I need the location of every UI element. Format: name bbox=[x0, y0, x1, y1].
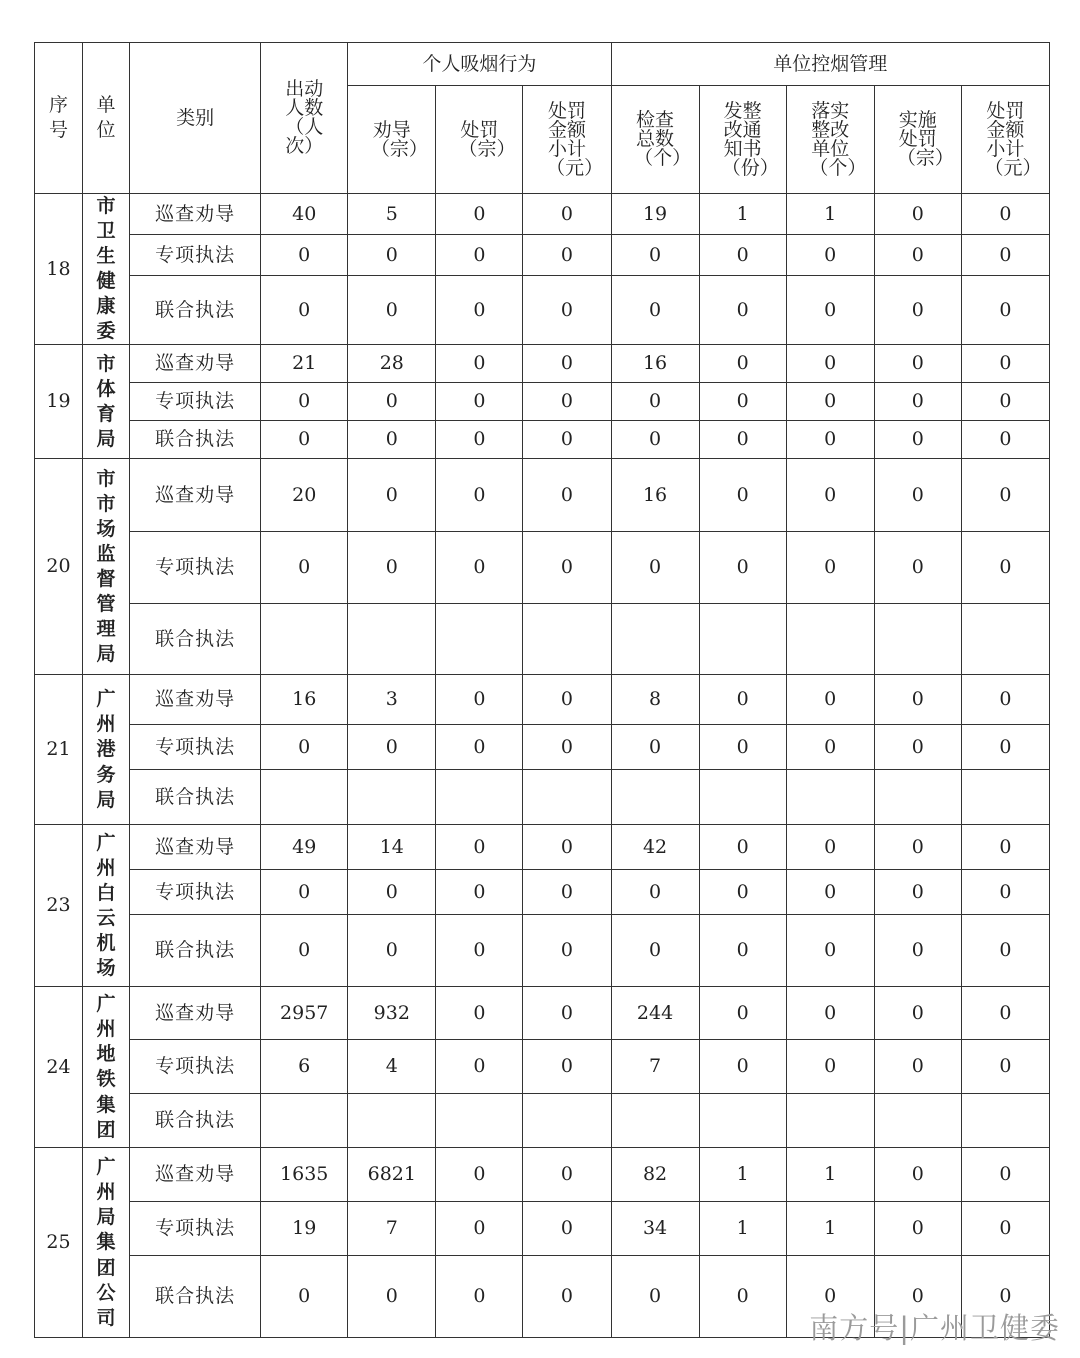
value-cell: 0 bbox=[523, 345, 611, 383]
value-cell: 0 bbox=[961, 1040, 1049, 1094]
value-cell: 0 bbox=[611, 915, 699, 987]
table-row bbox=[35, 725, 1050, 770]
value-cell: 0 bbox=[961, 1256, 1049, 1338]
value-cell: 6 bbox=[261, 1040, 348, 1094]
value-cell: 16 bbox=[611, 459, 699, 532]
row-unit bbox=[83, 194, 130, 345]
value-cell: 0 bbox=[961, 870, 1049, 915]
value-cell bbox=[961, 770, 1049, 825]
value-cell: 0 bbox=[874, 459, 961, 532]
value-cell: 932 bbox=[348, 987, 436, 1040]
row-unit bbox=[83, 825, 130, 987]
value-cell: 2957 bbox=[261, 987, 348, 1040]
value-cell: 0 bbox=[523, 870, 611, 915]
value-cell: 0 bbox=[523, 276, 611, 345]
value-cell: 0 bbox=[436, 421, 523, 459]
row-unit bbox=[83, 987, 130, 1148]
value-cell: 0 bbox=[874, 276, 961, 345]
value-cell: 0 bbox=[786, 915, 874, 987]
value-cell: 0 bbox=[348, 276, 436, 345]
value-cell: 0 bbox=[611, 235, 699, 276]
value-cell: 0 bbox=[961, 675, 1049, 725]
value-cell bbox=[436, 1094, 523, 1148]
row-category: 巡查劝导 bbox=[130, 987, 261, 1040]
value-cell: 0 bbox=[261, 235, 348, 276]
value-cell: 21 bbox=[261, 345, 348, 383]
value-cell: 0 bbox=[961, 915, 1049, 987]
value-cell: 0 bbox=[261, 1256, 348, 1338]
value-cell: 0 bbox=[699, 725, 786, 770]
value-cell: 0 bbox=[874, 1256, 961, 1338]
unit-name: 市市场监督管理局 bbox=[96, 467, 116, 666]
value-cell: 0 bbox=[874, 675, 961, 725]
value-cell: 0 bbox=[699, 1040, 786, 1094]
value-cell: 244 bbox=[611, 987, 699, 1040]
value-cell: 0 bbox=[436, 675, 523, 725]
value-cell: 0 bbox=[261, 915, 348, 987]
value-cell: 0 bbox=[699, 276, 786, 345]
header-dissuade: 劝导（宗） bbox=[348, 86, 436, 194]
value-cell: 0 bbox=[436, 1202, 523, 1256]
value-cell: 5 bbox=[348, 194, 436, 235]
value-cell bbox=[961, 604, 1049, 675]
value-cell: 0 bbox=[874, 421, 961, 459]
value-cell: 0 bbox=[786, 383, 874, 421]
table-row bbox=[35, 383, 1050, 421]
value-cell: 0 bbox=[699, 1256, 786, 1338]
value-cell: 0 bbox=[961, 459, 1049, 532]
value-cell bbox=[348, 1094, 436, 1148]
row-category: 联合执法 bbox=[130, 1094, 261, 1148]
value-cell: 0 bbox=[961, 235, 1049, 276]
value-cell: 0 bbox=[348, 870, 436, 915]
header-fine: 处罚金额小计（元） bbox=[523, 86, 611, 194]
value-cell bbox=[786, 604, 874, 675]
table-row bbox=[35, 1148, 1050, 1202]
table-row bbox=[35, 1202, 1050, 1256]
table-row bbox=[35, 770, 1050, 825]
value-cell: 0 bbox=[874, 725, 961, 770]
value-cell: 6821 bbox=[348, 1148, 436, 1202]
value-cell: 0 bbox=[436, 1256, 523, 1338]
value-cell: 0 bbox=[874, 1202, 961, 1256]
unit-name: 广州局集团公司 bbox=[96, 1156, 116, 1329]
value-cell: 0 bbox=[874, 194, 961, 235]
value-cell: 0 bbox=[523, 1256, 611, 1338]
value-cell: 0 bbox=[611, 532, 699, 604]
value-cell: 28 bbox=[348, 345, 436, 383]
value-cell bbox=[436, 770, 523, 825]
statistics-table bbox=[34, 42, 1050, 1338]
header-unit-penalty: 实施处罚（宗） bbox=[874, 86, 961, 194]
value-cell: 0 bbox=[786, 1040, 874, 1094]
header-unit-fine: 处罚金额小计（元） bbox=[961, 86, 1049, 194]
value-cell: 0 bbox=[348, 459, 436, 532]
value-cell bbox=[699, 604, 786, 675]
value-cell: 14 bbox=[348, 825, 436, 870]
value-cell: 0 bbox=[699, 235, 786, 276]
value-cell: 0 bbox=[436, 345, 523, 383]
value-cell bbox=[961, 1094, 1049, 1148]
value-cell: 0 bbox=[348, 532, 436, 604]
value-cell: 0 bbox=[261, 532, 348, 604]
value-cell: 0 bbox=[874, 532, 961, 604]
value-cell: 16 bbox=[611, 345, 699, 383]
value-cell: 42 bbox=[611, 825, 699, 870]
table-row bbox=[35, 604, 1050, 675]
value-cell: 19 bbox=[261, 1202, 348, 1256]
value-cell: 0 bbox=[961, 987, 1049, 1040]
table-row bbox=[35, 194, 1050, 235]
value-cell: 0 bbox=[961, 383, 1049, 421]
header-inspected: 检查总数（个） bbox=[611, 86, 699, 194]
value-cell: 0 bbox=[611, 383, 699, 421]
value-cell bbox=[261, 604, 348, 675]
value-cell: 0 bbox=[348, 915, 436, 987]
row-category: 巡查劝导 bbox=[130, 675, 261, 725]
value-cell: 16 bbox=[261, 675, 348, 725]
value-cell: 0 bbox=[786, 675, 874, 725]
row-seq: 24 bbox=[35, 987, 83, 1148]
value-cell: 0 bbox=[261, 421, 348, 459]
row-unit bbox=[83, 345, 130, 459]
row-seq: 25 bbox=[35, 1148, 83, 1338]
value-cell: 7 bbox=[611, 1040, 699, 1094]
row-category: 巡查劝导 bbox=[130, 1148, 261, 1202]
value-cell: 0 bbox=[874, 1040, 961, 1094]
row-seq: 19 bbox=[35, 345, 83, 459]
value-cell: 0 bbox=[961, 825, 1049, 870]
unit-name: 市卫生健康委 bbox=[96, 195, 116, 343]
value-cell: 0 bbox=[348, 725, 436, 770]
value-cell: 0 bbox=[436, 235, 523, 276]
table-row bbox=[35, 987, 1050, 1040]
value-cell: 0 bbox=[523, 915, 611, 987]
value-cell bbox=[523, 1094, 611, 1148]
value-cell: 0 bbox=[611, 276, 699, 345]
row-category: 联合执法 bbox=[130, 770, 261, 825]
value-cell: 0 bbox=[436, 870, 523, 915]
value-cell: 0 bbox=[261, 725, 348, 770]
value-cell: 1 bbox=[699, 1202, 786, 1256]
value-cell: 8 bbox=[611, 675, 699, 725]
value-cell: 0 bbox=[874, 825, 961, 870]
header-staff: 出动人数（人次） bbox=[261, 43, 348, 194]
value-cell: 0 bbox=[436, 1148, 523, 1202]
value-cell: 0 bbox=[523, 675, 611, 725]
value-cell: 0 bbox=[961, 421, 1049, 459]
value-cell: 0 bbox=[786, 235, 874, 276]
value-cell: 0 bbox=[961, 276, 1049, 345]
value-cell: 0 bbox=[523, 421, 611, 459]
value-cell: 82 bbox=[611, 1148, 699, 1202]
row-category: 专项执法 bbox=[130, 235, 261, 276]
value-cell: 0 bbox=[523, 987, 611, 1040]
value-cell: 0 bbox=[699, 383, 786, 421]
row-category: 专项执法 bbox=[130, 532, 261, 604]
value-cell: 0 bbox=[523, 725, 611, 770]
value-cell bbox=[874, 770, 961, 825]
unit-name: 市体育局 bbox=[96, 352, 116, 451]
value-cell bbox=[786, 1094, 874, 1148]
watermark: 南方号|广州卫健委 bbox=[809, 1311, 1060, 1345]
row-category: 联合执法 bbox=[130, 604, 261, 675]
table-row bbox=[35, 870, 1050, 915]
value-cell bbox=[523, 770, 611, 825]
value-cell: 1 bbox=[699, 1148, 786, 1202]
row-category: 专项执法 bbox=[130, 1040, 261, 1094]
table-row bbox=[35, 459, 1050, 532]
value-cell: 0 bbox=[786, 1256, 874, 1338]
unit-name: 广州港务局 bbox=[96, 688, 116, 811]
value-cell: 19 bbox=[611, 194, 699, 235]
header-unit-group: 单位控烟管理 bbox=[611, 43, 1049, 86]
row-category: 巡查劝导 bbox=[130, 194, 261, 235]
value-cell: 0 bbox=[699, 675, 786, 725]
row-category: 专项执法 bbox=[130, 725, 261, 770]
value-cell: 0 bbox=[786, 421, 874, 459]
row-category: 巡查劝导 bbox=[130, 345, 261, 383]
value-cell: 0 bbox=[261, 870, 348, 915]
row-unit bbox=[83, 675, 130, 825]
value-cell: 20 bbox=[261, 459, 348, 532]
value-cell: 0 bbox=[348, 421, 436, 459]
value-cell: 0 bbox=[699, 915, 786, 987]
value-cell: 0 bbox=[786, 345, 874, 383]
value-cell: 0 bbox=[436, 276, 523, 345]
value-cell: 0 bbox=[611, 1256, 699, 1338]
value-cell bbox=[699, 1094, 786, 1148]
value-cell: 0 bbox=[874, 915, 961, 987]
value-cell bbox=[348, 604, 436, 675]
value-cell: 0 bbox=[874, 345, 961, 383]
value-cell: 0 bbox=[523, 1202, 611, 1256]
header-personal-group: 个人吸烟行为 bbox=[348, 43, 611, 86]
row-category: 巡查劝导 bbox=[130, 459, 261, 532]
value-cell: 0 bbox=[874, 1148, 961, 1202]
row-seq: 18 bbox=[35, 194, 83, 345]
value-cell: 4 bbox=[348, 1040, 436, 1094]
row-unit bbox=[83, 1148, 130, 1338]
value-cell: 0 bbox=[348, 235, 436, 276]
value-cell: 0 bbox=[874, 987, 961, 1040]
value-cell bbox=[699, 770, 786, 825]
value-cell: 0 bbox=[436, 532, 523, 604]
value-cell: 0 bbox=[786, 987, 874, 1040]
value-cell: 0 bbox=[786, 459, 874, 532]
value-cell: 0 bbox=[523, 1148, 611, 1202]
value-cell: 0 bbox=[786, 825, 874, 870]
value-cell: 0 bbox=[261, 276, 348, 345]
value-cell: 0 bbox=[523, 459, 611, 532]
value-cell: 1 bbox=[786, 194, 874, 235]
table-row bbox=[35, 1040, 1050, 1094]
value-cell: 0 bbox=[699, 825, 786, 870]
row-seq: 21 bbox=[35, 675, 83, 825]
value-cell bbox=[611, 1094, 699, 1148]
row-category: 专项执法 bbox=[130, 1202, 261, 1256]
row-category: 联合执法 bbox=[130, 1256, 261, 1338]
value-cell: 0 bbox=[523, 825, 611, 870]
value-cell bbox=[611, 770, 699, 825]
value-cell: 0 bbox=[523, 194, 611, 235]
value-cell: 0 bbox=[523, 383, 611, 421]
value-cell: 0 bbox=[436, 1040, 523, 1094]
table-row bbox=[35, 825, 1050, 870]
row-category: 联合执法 bbox=[130, 421, 261, 459]
value-cell: 0 bbox=[786, 870, 874, 915]
row-category: 联合执法 bbox=[130, 276, 261, 345]
value-cell: 0 bbox=[874, 870, 961, 915]
unit-name: 广州地铁集团 bbox=[96, 993, 116, 1141]
value-cell: 3 bbox=[348, 675, 436, 725]
value-cell: 0 bbox=[436, 194, 523, 235]
header-unit: 单位 bbox=[83, 43, 130, 194]
value-cell: 0 bbox=[874, 383, 961, 421]
value-cell: 0 bbox=[699, 459, 786, 532]
value-cell: 0 bbox=[961, 1148, 1049, 1202]
value-cell bbox=[874, 604, 961, 675]
row-category: 专项执法 bbox=[130, 383, 261, 421]
value-cell bbox=[436, 604, 523, 675]
value-cell: 0 bbox=[699, 532, 786, 604]
header-rectified: 落实整改单位（个） bbox=[786, 86, 874, 194]
table-row bbox=[35, 532, 1050, 604]
value-cell: 0 bbox=[786, 276, 874, 345]
value-cell: 0 bbox=[348, 1256, 436, 1338]
value-cell: 0 bbox=[436, 383, 523, 421]
value-cell: 0 bbox=[699, 421, 786, 459]
value-cell: 1 bbox=[786, 1148, 874, 1202]
row-seq: 23 bbox=[35, 825, 83, 987]
value-cell bbox=[348, 770, 436, 825]
row-seq: 20 bbox=[35, 459, 83, 675]
value-cell: 1635 bbox=[261, 1148, 348, 1202]
value-cell: 0 bbox=[523, 1040, 611, 1094]
row-category: 专项执法 bbox=[130, 870, 261, 915]
value-cell: 0 bbox=[611, 725, 699, 770]
value-cell bbox=[523, 604, 611, 675]
value-cell bbox=[786, 770, 874, 825]
row-category: 巡查劝导 bbox=[130, 825, 261, 870]
value-cell: 0 bbox=[611, 870, 699, 915]
value-cell: 0 bbox=[961, 1202, 1049, 1256]
value-cell: 0 bbox=[523, 235, 611, 276]
table-row bbox=[35, 675, 1050, 725]
value-cell: 34 bbox=[611, 1202, 699, 1256]
value-cell: 0 bbox=[786, 532, 874, 604]
row-unit bbox=[83, 459, 130, 675]
value-cell: 0 bbox=[523, 532, 611, 604]
value-cell: 0 bbox=[348, 383, 436, 421]
header-notices: 发整改通知书（份） bbox=[699, 86, 786, 194]
value-cell: 0 bbox=[436, 915, 523, 987]
header-category: 类别 bbox=[130, 43, 261, 194]
table-row bbox=[35, 235, 1050, 276]
value-cell: 1 bbox=[699, 194, 786, 235]
table-row bbox=[35, 345, 1050, 383]
header-penalty: 处罚（宗） bbox=[436, 86, 523, 194]
value-cell: 0 bbox=[961, 345, 1049, 383]
unit-name: 广州白云机场 bbox=[96, 831, 116, 980]
value-cell: 49 bbox=[261, 825, 348, 870]
value-cell: 0 bbox=[699, 345, 786, 383]
value-cell bbox=[874, 1094, 961, 1148]
value-cell: 0 bbox=[961, 532, 1049, 604]
value-cell: 0 bbox=[874, 235, 961, 276]
value-cell: 0 bbox=[786, 725, 874, 770]
value-cell: 0 bbox=[261, 383, 348, 421]
header-seq: 序号 bbox=[35, 43, 83, 194]
value-cell: 1 bbox=[786, 1202, 874, 1256]
value-cell bbox=[611, 604, 699, 675]
table-row bbox=[35, 1094, 1050, 1148]
value-cell bbox=[261, 1094, 348, 1148]
value-cell: 0 bbox=[611, 421, 699, 459]
value-cell: 0 bbox=[961, 725, 1049, 770]
value-cell: 0 bbox=[436, 459, 523, 532]
value-cell: 0 bbox=[699, 987, 786, 1040]
value-cell: 40 bbox=[261, 194, 348, 235]
table-row bbox=[35, 915, 1050, 987]
table-row bbox=[35, 276, 1050, 345]
value-cell bbox=[261, 770, 348, 825]
value-cell: 0 bbox=[436, 987, 523, 1040]
value-cell: 0 bbox=[699, 870, 786, 915]
table-row bbox=[35, 421, 1050, 459]
value-cell: 0 bbox=[961, 194, 1049, 235]
value-cell: 7 bbox=[348, 1202, 436, 1256]
row-category: 联合执法 bbox=[130, 915, 261, 987]
value-cell: 0 bbox=[436, 825, 523, 870]
value-cell: 0 bbox=[436, 725, 523, 770]
